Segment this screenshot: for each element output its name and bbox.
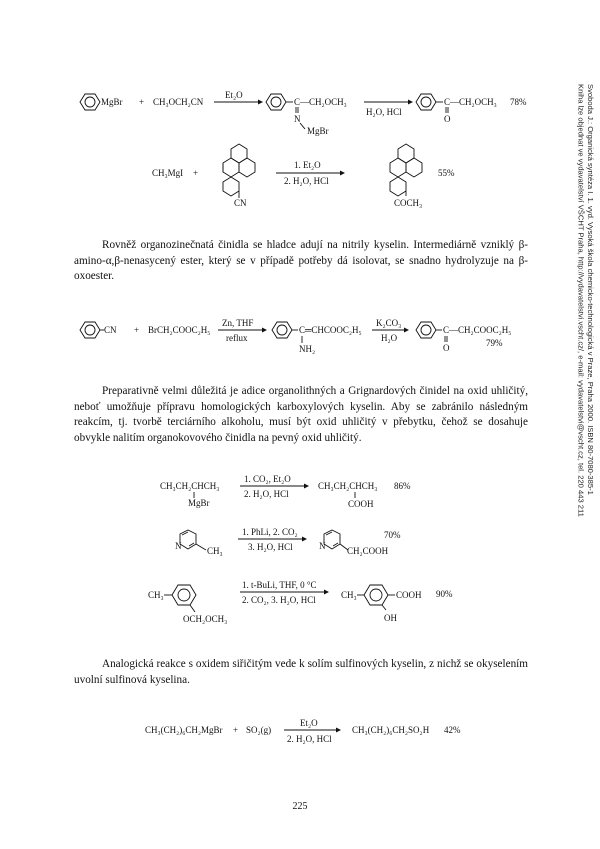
yield: 79% — [486, 338, 503, 348]
grignard-reagent: CH₃CH₂CHCH₃ — [160, 481, 220, 491]
arrow-condition: H₂O — [381, 333, 398, 343]
enamine-chain: C═CHCOOC₂H₅ — [299, 325, 362, 335]
arrow-condition: 2. H₂O, HCl — [244, 489, 289, 499]
citation-line-1: Svoboda J.: Organická syntéza I. 1. vyd. Vysoká škola chemicko-technologická v Praze, Praha 2000. ISBN 80-7080-385-1 — [586, 84, 596, 495]
reaction-5 — [0, 520, 600, 566]
arrow-condition: 2. H₂O, HCl — [284, 176, 329, 186]
nitrile-cn: CN — [234, 198, 247, 208]
arrow-condition: 1. Et₂O — [294, 160, 321, 170]
reaction-1-scheme — [0, 78, 600, 140]
reaction-6 — [0, 570, 600, 634]
arrow-condition: 1. t-BuLi, THF, 0 °C — [242, 580, 317, 590]
reaction-3 — [0, 310, 600, 358]
arrow-condition: H₂O, HCl — [366, 107, 402, 117]
yield: 70% — [384, 530, 401, 540]
reagent-nitrile: CH₃OCH₂CN — [153, 97, 204, 107]
sulfinic-acid-product: CH₃(CH₂)₆CH₂SO₂H — [352, 725, 430, 735]
pyridine-n: N — [319, 541, 326, 551]
acetyl-group: COCH₃ — [394, 198, 423, 208]
carbonyl-o: O — [444, 114, 451, 124]
page-number: 225 — [292, 801, 308, 812]
arrow-condition: 1. PhLi, 2. CO₂ — [242, 527, 298, 537]
mom-ether: OCH₂OCH₃ — [183, 614, 228, 624]
product-chain: C—CH₂OCH₃ — [444, 97, 497, 107]
plus-sign: + — [139, 97, 145, 107]
arrow-condition: 2. CO₂, 3. H₂O, HCl — [242, 595, 316, 605]
plus-sign: + — [193, 168, 199, 178]
benzene-ring — [80, 322, 100, 338]
methyl-group: CH₃ — [207, 546, 223, 556]
benzene-ring — [172, 585, 196, 605]
arrow-condition: reflux — [226, 333, 248, 343]
yield: 86% — [394, 481, 411, 491]
paragraph-sulfination: Analogická reakce s oxidem siřičitým vede k solím sulfinových kyselin, z nichž se okyselením uvolní sulfinová kyselina. — [74, 658, 528, 686]
yield: 42% — [444, 725, 461, 735]
enamine-nh2: NH₂ — [299, 344, 316, 354]
methyl-group: CH₃ — [341, 590, 357, 600]
pyridine-ring — [180, 530, 206, 550]
arrow-condition: 1. CO₂, Et₂O — [244, 474, 291, 484]
ketoester-chain: C—CH₂COOC₂H₅ — [443, 325, 512, 335]
benzene-ring — [80, 94, 100, 110]
arrow-condition: Et₂O — [300, 718, 318, 728]
arrow-condition: Et₂O — [225, 90, 243, 100]
benzene-ring — [416, 94, 436, 110]
reagent-mgbr: MgBr — [101, 97, 123, 107]
intermediate-chain: C—CH₂OCH₃ — [294, 97, 347, 107]
pyridine-ring — [324, 530, 348, 550]
arrow-condition: K₂CO₃ — [376, 318, 402, 328]
reaction-7 — [0, 716, 600, 750]
methyl-group: CH₃ — [148, 590, 164, 600]
reaction-5-scheme — [0, 520, 600, 566]
reaction-6-scheme — [0, 570, 600, 634]
phenanthrene-product — [390, 144, 422, 196]
reaction-4 — [0, 472, 600, 512]
nitrile-cn: CN — [104, 325, 117, 335]
intermediate-mgbr: MgBr — [307, 126, 329, 136]
benzene-ring — [272, 322, 292, 338]
grignard-reagent: CH₃(CH₂)₆CH₂MgBr — [145, 725, 223, 735]
plus-sign: + — [233, 725, 239, 735]
paragraph-organozinc: Rovněž organozinečnatá činidla se hladce adují na nitrily kyselin. Intermediárně vzniklý β-amino-α,β-nenasycený ester, který se v případě potřeby dá isolovat, se snadno hydrolyzuje na β-oxoester. — [74, 239, 528, 283]
arrow-condition: Zn, THF — [222, 318, 254, 328]
plus-sign: + — [134, 325, 140, 335]
benzene-ring — [416, 322, 436, 338]
arrow-condition: 3. H₂O, HCl — [248, 542, 293, 552]
carbonyl-o: O — [443, 343, 450, 353]
carboxyl-group: COOH — [396, 590, 422, 600]
reaction-4-scheme — [0, 472, 600, 512]
pyridine-n: N — [175, 541, 182, 551]
benzene-ring — [266, 94, 286, 110]
reaction-2 — [0, 138, 600, 208]
reaction-1 — [0, 78, 600, 140]
reagent-bromoester: BrCH₂COOC₂H₅ — [148, 325, 211, 335]
paragraph-carboxylation: Preparativně velmi důležitá je adice organolithných a Grignardových činidel na oxid uhličitý, neboť umožňuje přípravu homologických karboxylových kyselin. Aby se zabránilo následným reakcím, tj. tvorbě terciárního alkoholu, musí být oxid uhličitý v přebytku, čehož se dosahuje obvykle nalitím organokovového činidla na pevný oxid uhličitý. — [74, 385, 528, 444]
yield: 90% — [436, 589, 453, 599]
reagent-methylmagnesium-iodide: CH₃MgI — [152, 168, 184, 178]
reaction-7-scheme — [0, 716, 600, 750]
carboxyl-group: COOH — [348, 499, 374, 509]
sulfur-dioxide: SO₂(g) — [246, 725, 272, 735]
benzene-ring — [364, 585, 388, 605]
acetic-acid-group: CH₂COOH — [347, 546, 389, 556]
arrow-condition: 2. H₂O, HCl — [287, 734, 332, 744]
acid-product: CH₃CH₂CHCH₃ — [318, 481, 378, 491]
hydroxyl-group: OH — [384, 613, 397, 623]
reaction-2-scheme — [0, 138, 600, 208]
yield: 55% — [438, 168, 455, 178]
reaction-3-scheme — [0, 310, 600, 358]
reagent-mgbr: MgBr — [188, 498, 210, 508]
yield: 78% — [510, 97, 527, 107]
imine-n: N — [294, 114, 301, 124]
phenanthrene-reagent — [223, 144, 255, 198]
citation-line-2: Kniha lze objednat ve vydavatelství VŠCHT Praha, http://vydavatelstvi.vscht.cz/, e-mail: vydavatelstvi@vscht.cz, tel. 220 443 211 — [576, 84, 586, 517]
